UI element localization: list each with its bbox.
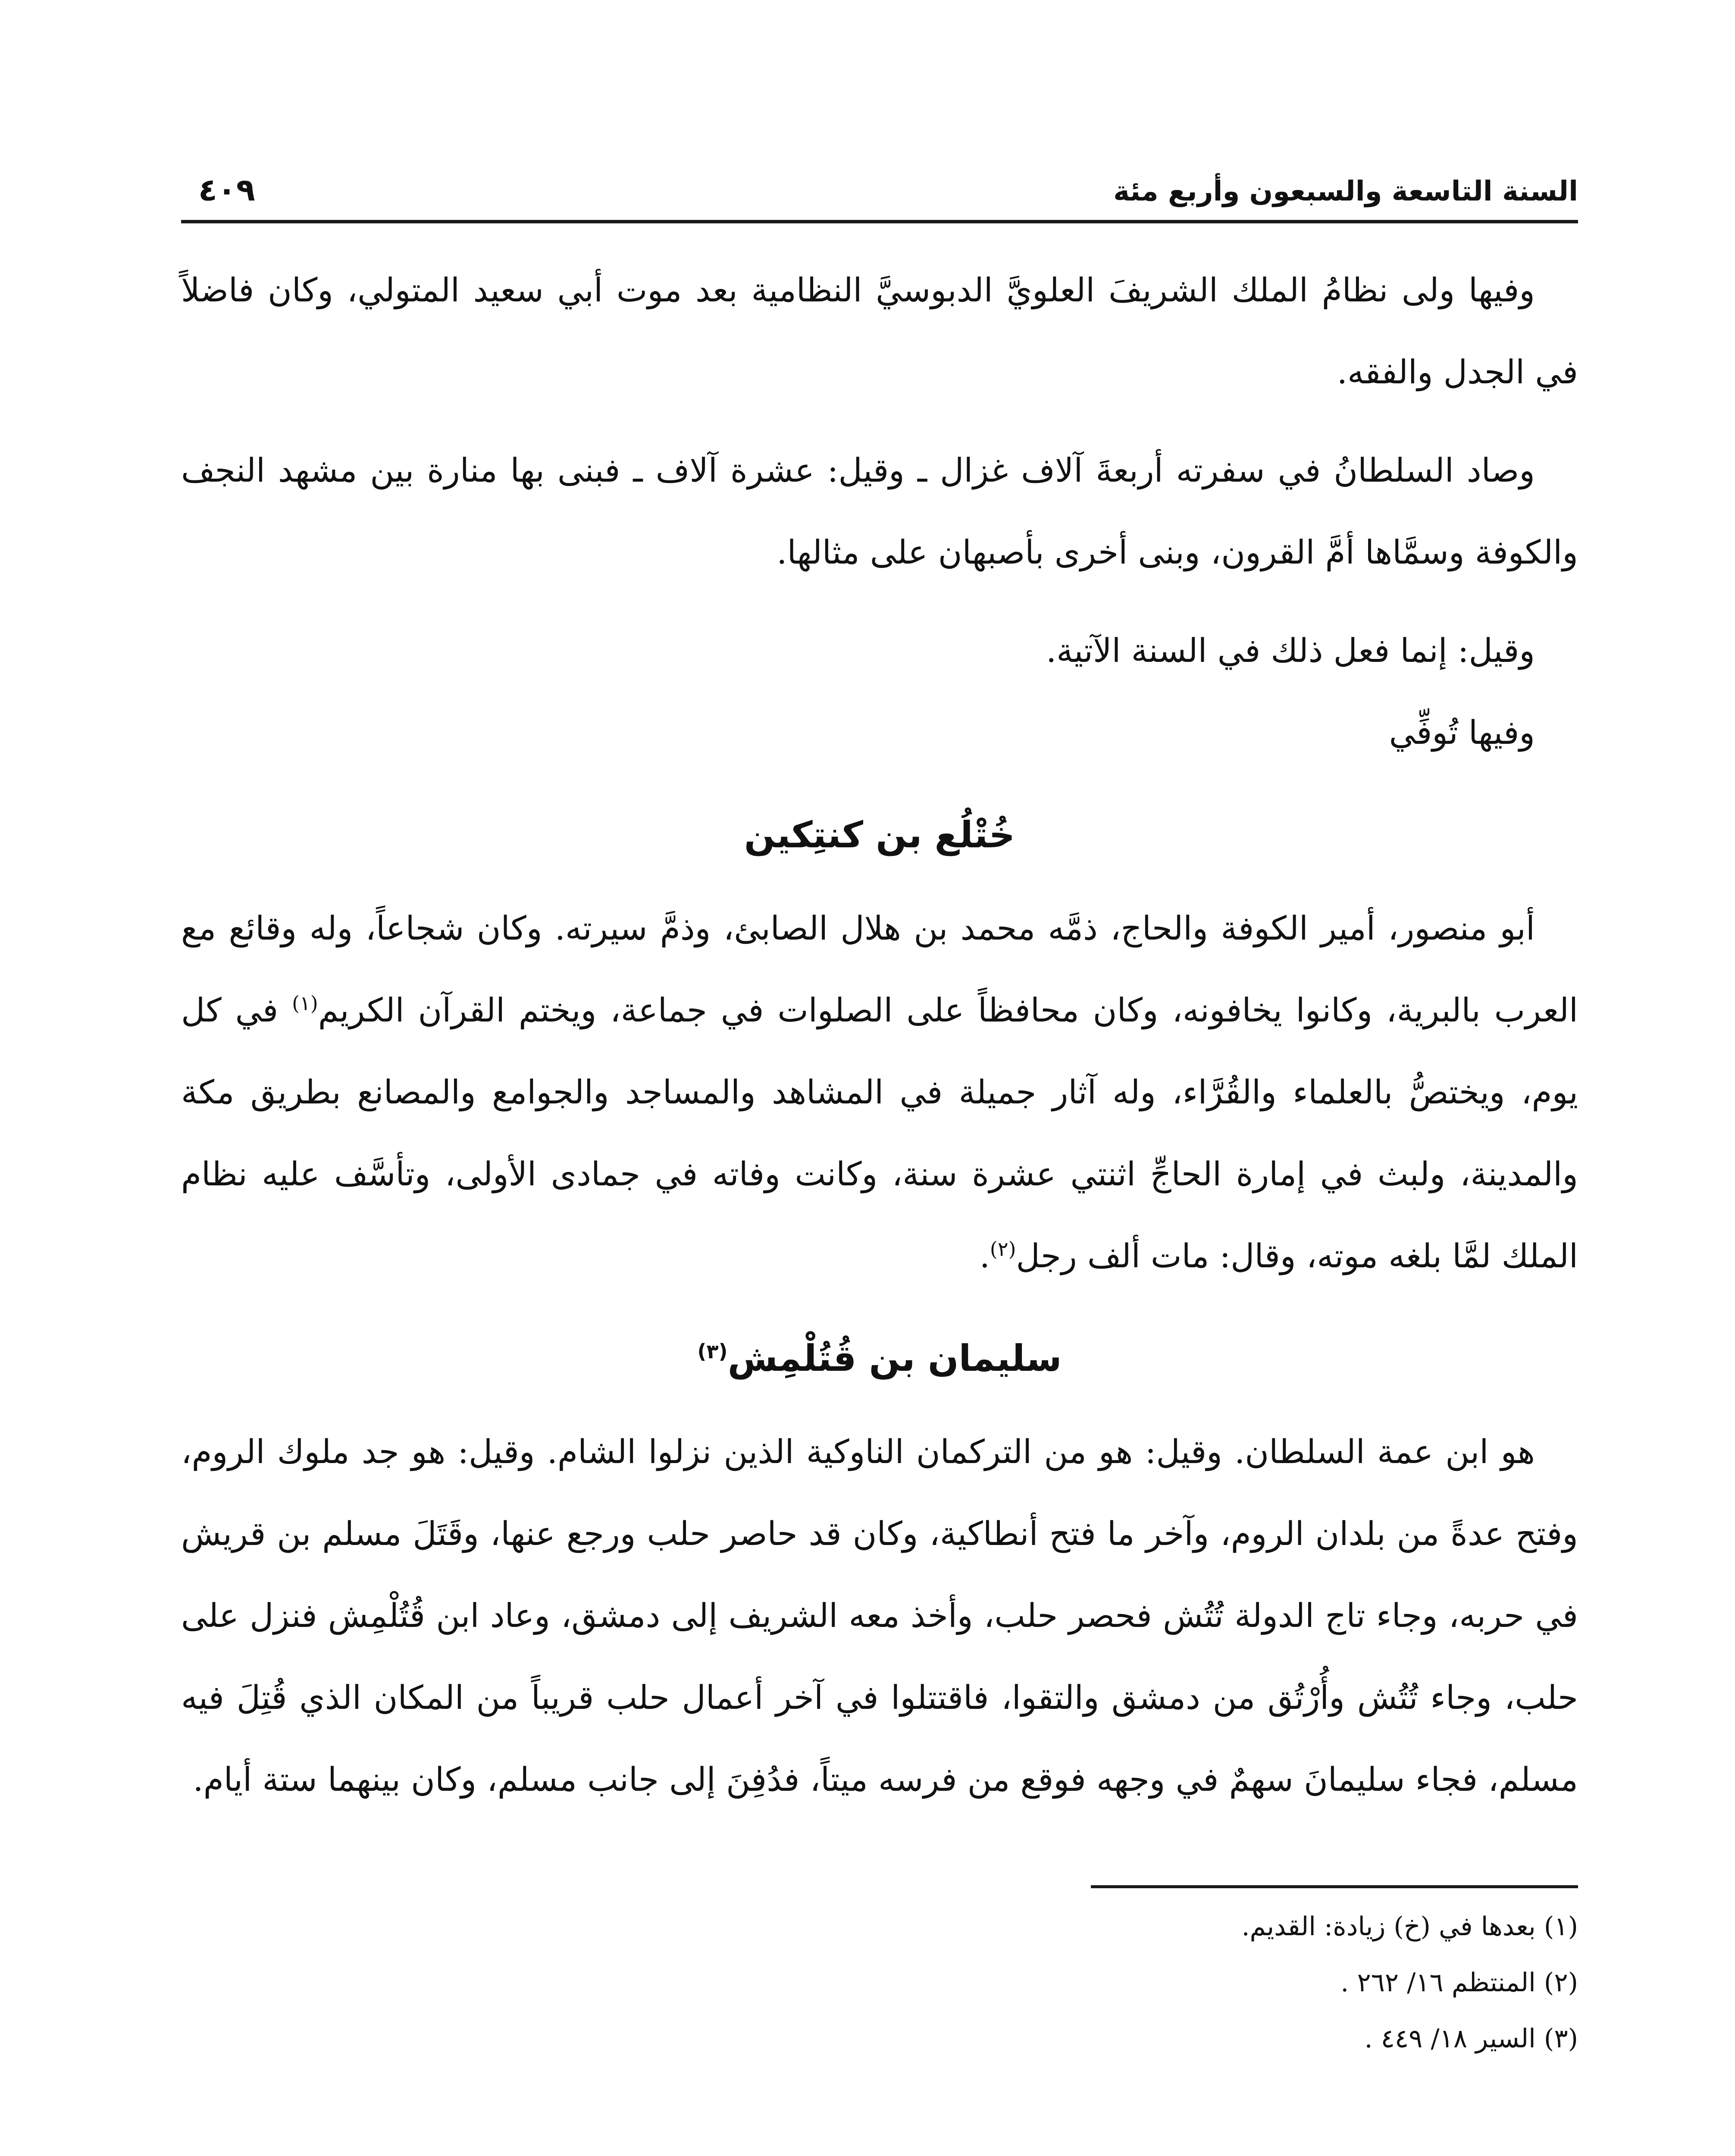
footnotes — [181, 1885, 1578, 2067]
running-header — [181, 142, 1578, 223]
paragraph-deaths-intro: وفيها تُوفِّي — [1389, 713, 1535, 752]
footnote-3: (٣) السير ١٨/ ٤٤٩ . — [1364, 2024, 1578, 2054]
paragraph-sultan-hunt: وصاد السلطانُ في سفرته أربعةَ آلاف غزال ـ وقيل: عشرة آلاف ـ فبنى بها منارة بين مشهد النجف والكوفة وسمَّاها أمَّ القرون، وبنى أخرى بأصبهان على مثالها. — [181, 451, 1578, 571]
book-page — [181, 142, 1578, 2067]
footnote-divider — [1091, 1885, 1578, 1888]
section-heading-khutlu-text: خُتْلُع بن كنتِكين — [744, 814, 1015, 856]
footnote-2: (٢) المنتظم ١٦/ ٢٦٢ . — [1340, 1968, 1578, 1998]
footnote-ref-1: (١) — [292, 991, 318, 1015]
paragraph-appointment: وفيها ولى نظامُ الملك الشريفَ العلويَّ الدبوسيَّ النظامية بعد موت أبي سعيد المتولي، وكان فاضلاً في الجدل والفقه. — [181, 271, 1578, 391]
paragraph-sulayman-biography: هو ابن عمة السلطان. وقيل: هو من التركمان الناوكية الذين نزلوا الشام. وقيل: هو جد ملوك الروم، وفتح عدةً من بلدان الروم، وآخر ما فتح أنطاكية، وكان قد حاصر حلب ورجع عنها، وقَتَلَ مسلم بن قريش في حربه، وجاء تاج الدولة تُتُش فحصر حلب، وأخذ معه الشريف إلى دمشق، وعاد ابن قُتُلْمِش فنزل على حلب، وجاء تُتُش وأُرْتُق من دمشق والتقوا، فاقتتلوا في آخر أعمال حلب قريباً من المكان الذي قُتِلَ فيه مسلم، فجاء سليمانَ سهمٌ في وجهه فوقع من فرسه ميتاً، فدُفِنَ إلى جانب مسلم، وكان بينهما ستة أيام. — [181, 1432, 1578, 1799]
footnote-ref-2: (٢) — [990, 1237, 1016, 1261]
running-title: السنة التاسعة والسبعون وأربع مئة — [1113, 175, 1578, 207]
footnote-ref-3: (٣) — [697, 1340, 728, 1363]
paragraph-alternate-report: وقيل: إنما فعل ذلك في السنة الآتية. — [1046, 631, 1535, 670]
footnote-1: (١) بعدها في (خ) زيادة: القديم. — [1241, 1912, 1578, 1942]
khutlu-text-part-2: في كل يوم، ويختصُّ بالعلماء والقُرَّاء، وله آثار جميلة في المشاهد والمساجد والجوامع والمصانع بطريق مكة والمدينة، ولبث في إمارة الحاجِّ اثنتي عشرة سنة، وكانت وفاته في جمادى الأولى، وتأسَّف عليه نظام الملك لمَّا بلغه موته، وقال: مات ألف رجل — [181, 991, 1578, 1275]
section-heading-sulayman — [181, 1337, 1578, 1379]
khutlu-text-end: . — [979, 1237, 990, 1275]
page-number: ٤٠٩ — [198, 172, 255, 208]
khutlu-text-part-1: أبو منصور، أمير الكوفة والحاج، ذمَّه محمد بن هلال الصابئ، وذمَّ سيرته. وكان شجاعاً، وله وقائع مع العرب بالبرية، وكانوا يخافونه، وكان محافظاً على الصلوات في جماعة، ويختم القرآن الكريم — [181, 909, 1578, 1029]
section-heading-sulayman-text: سليمان بن قُتُلْمِش — [727, 1337, 1062, 1379]
section-heading-khutlu — [181, 814, 1578, 856]
body-text — [181, 249, 1578, 1821]
paragraph-khutlu-biography — [181, 887, 1578, 1297]
